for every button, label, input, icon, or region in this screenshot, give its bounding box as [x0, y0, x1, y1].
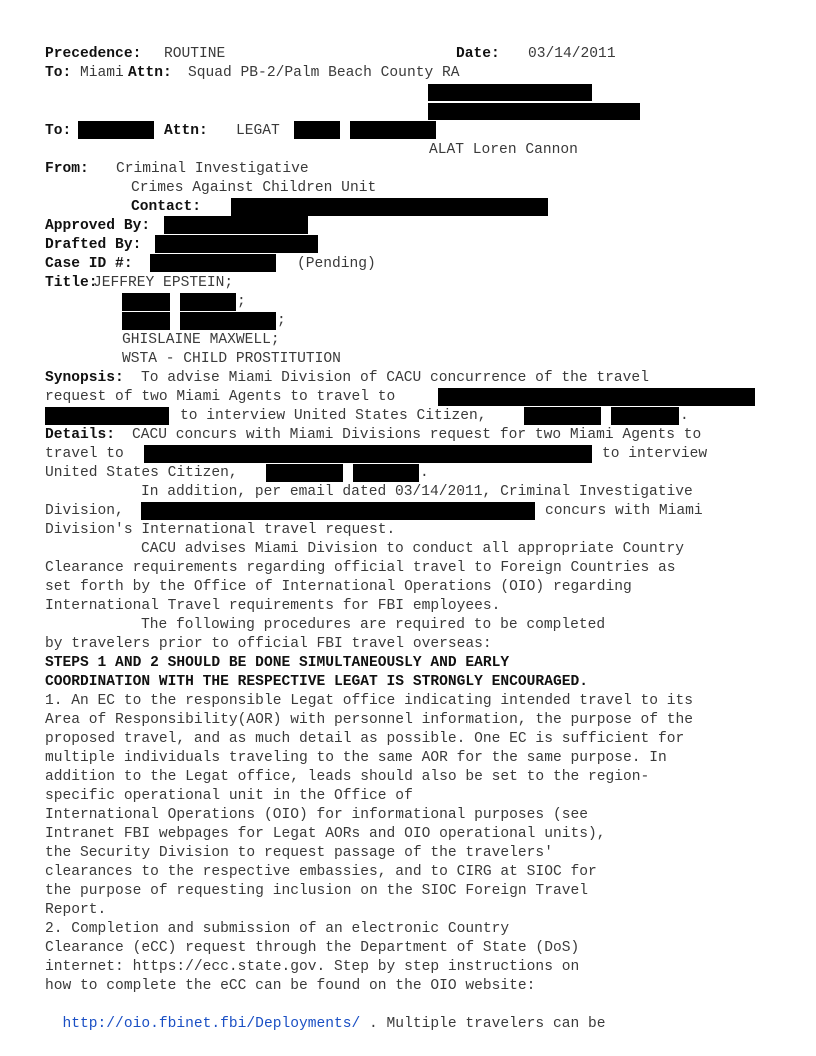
- step-2-text: how to complete the eCC can be found on the OIO website:: [45, 978, 536, 994]
- details-text: In addition, per email dated 03/14/2011, Criminal Investigative: [141, 484, 693, 500]
- attn-label: Attn:: [128, 65, 172, 81]
- step-2-line: [45, 996, 606, 1034]
- step-1-text: proposed travel, and as much detail as possible. One EC is sufficient for: [45, 731, 685, 747]
- synopsis-text: .: [680, 408, 689, 424]
- redaction-block: [524, 407, 601, 425]
- steps-notice: COORDINATION WITH THE RESPECTIVE LEGAT IS STRONGLY ENCOURAGED.: [45, 674, 588, 690]
- attn-value: LEGAT: [236, 123, 280, 139]
- redaction-block: [353, 464, 419, 482]
- redaction-block: [78, 121, 154, 139]
- details-text: travel to: [45, 446, 124, 462]
- to-value: Miami: [80, 65, 124, 81]
- to-label: To:: [45, 65, 72, 81]
- redaction-block: [428, 84, 592, 101]
- attn-value: Squad PB-2/Palm Beach County RA: [188, 65, 460, 81]
- redaction-block: [164, 216, 308, 234]
- details-text: The following procedures are required to be completed: [141, 617, 606, 633]
- step-1-text: the Security Division to request passage of the travelers': [45, 845, 553, 861]
- details-label: Details:: [45, 427, 116, 443]
- step-1-text: International Operations (OIO) for informational purposes (see: [45, 807, 588, 823]
- synopsis-text: request of two Miami Agents to travel to: [45, 389, 396, 405]
- redaction-block: [428, 103, 640, 120]
- redaction-block: [144, 445, 592, 463]
- attn-label: Attn:: [164, 123, 208, 139]
- redaction-block: [180, 312, 276, 330]
- title-label: Title:: [45, 275, 98, 291]
- step-1-text: 1. An EC to the responsible Legat office indicating intended travel to its: [45, 693, 694, 709]
- details-text: CACU concurs with Miami Divisions request for two Miami Agents to: [132, 427, 702, 443]
- details-text: United States Citizen,: [45, 465, 238, 481]
- redaction-block: [266, 464, 343, 482]
- date-value: 03/14/2011: [528, 46, 616, 62]
- title-line: ;: [237, 294, 246, 310]
- redaction-block: [611, 407, 679, 425]
- step-1-text: specific operational unit in the Office of: [45, 788, 413, 804]
- title-line: WSTA - CHILD PROSTITUTION: [122, 351, 341, 367]
- redaction-block: [122, 312, 170, 330]
- from-label: From:: [45, 161, 89, 177]
- step-1-text: Intranet FBI webpages for Legat AORs and OIO operational units),: [45, 826, 606, 842]
- step-2-text: . Multiple travelers can be: [360, 1016, 606, 1032]
- from-value: Criminal Investigative: [116, 161, 309, 177]
- synopsis-label: Synopsis:: [45, 370, 124, 386]
- step-2-text: 2. Completion and submission of an electronic Country: [45, 921, 510, 937]
- case-id-label: Case ID #:: [45, 256, 133, 272]
- synopsis-text: to interview United States Citizen,: [180, 408, 487, 424]
- title-line: GHISLAINE MAXWELL;: [122, 332, 280, 348]
- redaction-block: [231, 198, 548, 216]
- details-text: International Travel requirements for FBI employees.: [45, 598, 501, 614]
- details-text: Clearance requirements regarding official travel to Foreign Countries as: [45, 560, 676, 576]
- details-text: Division's International travel request.: [45, 522, 396, 538]
- deployments-link[interactable]: http://oio.fbinet.fbi/Deployments/: [62, 1016, 361, 1032]
- step-1-text: clearances to the respective embassies, and to CIRG at SIOC for: [45, 864, 597, 880]
- case-id-status: (Pending): [297, 256, 376, 272]
- step-2-text: internet: https://ecc.state.gov. Step by step instructions on: [45, 959, 580, 975]
- details-text: to interview: [602, 446, 708, 462]
- title-line: ;: [277, 313, 286, 329]
- steps-notice: STEPS 1 AND 2 SHOULD BE DONE SIMULTANEOUSLY AND EARLY: [45, 655, 510, 671]
- to-label: To:: [45, 123, 72, 139]
- step-1-text: addition to the Legat office, leads should also be set to the region-: [45, 769, 650, 785]
- details-text: concurs with Miami: [545, 503, 703, 519]
- details-text: CACU advises Miami Division to conduct all appropriate Country: [141, 541, 684, 557]
- redaction-block: [438, 388, 755, 406]
- precedence-label: Precedence:: [45, 46, 142, 62]
- step-1-text: Report.: [45, 902, 107, 918]
- alat-name: ALAT Loren Cannon: [429, 142, 578, 158]
- precedence-value: ROUTINE: [164, 46, 226, 62]
- redaction-block: [122, 293, 170, 311]
- details-text: Division,: [45, 503, 124, 519]
- step-2-text: Clearance (eCC) request through the Department of State (DoS): [45, 940, 580, 956]
- details-text: by travelers prior to official FBI travel overseas:: [45, 636, 492, 652]
- synopsis-text: To advise Miami Division of CACU concurrence of the travel: [141, 370, 649, 386]
- approved-by-label: Approved By:: [45, 218, 151, 234]
- step-1-text: multiple individuals traveling to the same AOR for the same purpose. In: [45, 750, 667, 766]
- details-text: .: [420, 465, 429, 481]
- date-label: Date:: [456, 46, 500, 62]
- redaction-block: [45, 407, 169, 425]
- redaction-block: [350, 121, 436, 139]
- redaction-block: [294, 121, 340, 139]
- redaction-block: [150, 254, 276, 272]
- redaction-block: [141, 502, 535, 520]
- redaction-block: [155, 235, 318, 253]
- drafted-by-label: Drafted By:: [45, 237, 142, 253]
- step-1-text: Area of Responsibility(AOR) with personnel information, the purpose of the: [45, 712, 694, 728]
- title-line: JEFFREY EPSTEIN;: [93, 275, 234, 291]
- step-1-text: the purpose of requesting inclusion on the SIOC Foreign Travel: [45, 883, 588, 899]
- redaction-block: [180, 293, 236, 311]
- from-unit: Crimes Against Children Unit: [131, 180, 377, 196]
- contact-label: Contact:: [131, 199, 202, 215]
- details-text: set forth by the Office of International Operations (OIO) regarding: [45, 579, 632, 595]
